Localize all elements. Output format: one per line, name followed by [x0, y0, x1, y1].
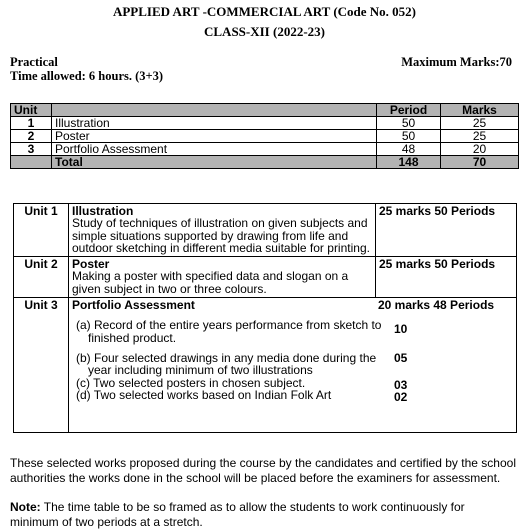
max-marks-label: Maximum Marks:70 [401, 55, 512, 69]
row-marks: 20 [441, 143, 519, 156]
row-marks: 25 [441, 130, 519, 143]
table-header-row [11, 104, 519, 117]
footer-note [10, 500, 516, 530]
header-period: Period [377, 104, 441, 117]
list-item [72, 352, 513, 377]
row-unit: 2 [11, 130, 52, 143]
unit-2-label: Unit 2 [14, 257, 69, 298]
row-unit: 1 [11, 117, 52, 130]
row-period: 48 [377, 143, 441, 156]
unit-3-label: Unit 3 [14, 298, 69, 433]
unit-3-allocation: 20 marks 48 Periods [378, 298, 495, 313]
document-title: APPLIED ART -COMMERCIAL ART (Code No. 052) [112, 4, 417, 19]
unit-1-content [69, 204, 376, 257]
header-marks: Marks [441, 104, 519, 117]
list-item [72, 319, 513, 344]
table-row [11, 130, 519, 143]
total-row [11, 156, 519, 169]
table-row [11, 143, 519, 156]
total-marks: 70 [441, 156, 519, 169]
header-unit: Unit [11, 104, 52, 117]
unit-2-description: Making a poster with specified data and slogan on a given subject in two or three colours. [72, 269, 349, 296]
unit-1-description: Study of techniques of illustration on given subjects and simple situations supported by drawing from life and outdoor sketching in different media suitable for printing. [72, 216, 370, 255]
footer-paragraph: These selected works proposed during the course by the candidates and certified by the school authorities the works done in the school will be placed before the examiners for assessment. [10, 456, 516, 485]
row-unit: 3 [11, 143, 52, 156]
unit-2-allocation: 25 marks 50 Periods [376, 257, 517, 298]
unit-1-heading: Illustration [72, 204, 134, 218]
header-name [52, 104, 377, 117]
row-period: 50 [377, 117, 441, 130]
total-period: 148 [377, 156, 441, 169]
unit-2-content [69, 257, 376, 298]
row-name: Poster [52, 130, 377, 143]
unit-3-content [69, 298, 517, 433]
item-a-text: (a) Record of the entire years performance from sketch to finished product. [76, 318, 382, 345]
row-name: Illustration [52, 117, 377, 130]
row-period: 50 [377, 130, 441, 143]
note-label: Note: [10, 500, 41, 514]
item-d-marks: 02 [394, 389, 408, 404]
unit-1-label: Unit 1 [14, 204, 69, 257]
note-text: The time table to be so framed as to allow the students to work continuously for minimum of two periods at a stretch. [10, 500, 465, 529]
unit-row [14, 257, 517, 298]
row-name: Portfolio Assessment [52, 143, 377, 156]
document-subtitle: CLASS-XII (2022-23) [204, 24, 325, 39]
total-label: Total [52, 156, 377, 169]
unit-row [14, 298, 517, 433]
unit-1-allocation: 25 marks 50 Periods [376, 204, 517, 257]
item-c-text: (c) Two selected posters in chosen subject. [76, 375, 306, 390]
item-c-marks: 03 [394, 377, 408, 392]
item-b-marks: 05 [394, 350, 408, 365]
item-b-text: (b) Four selected drawings in any media done during the year including minimum of two illustrations [76, 350, 377, 378]
time-allowed-label: Time allowed: 6 hours. (3+3) [10, 69, 164, 83]
item-a-marks: 10 [394, 322, 408, 337]
table-row [11, 117, 519, 130]
units-detail-table [13, 203, 517, 433]
marks-summary-table [10, 103, 519, 169]
practical-label: Practical [10, 55, 58, 69]
unit-3-heading: Portfolio Assessment [72, 298, 195, 313]
unit-2-heading: Poster [72, 257, 110, 272]
row-marks: 25 [441, 117, 519, 130]
list-item [72, 389, 513, 403]
item-d-text: (d) Two selected works based on Indian Folk Art [76, 387, 332, 402]
unit-row [14, 204, 517, 257]
